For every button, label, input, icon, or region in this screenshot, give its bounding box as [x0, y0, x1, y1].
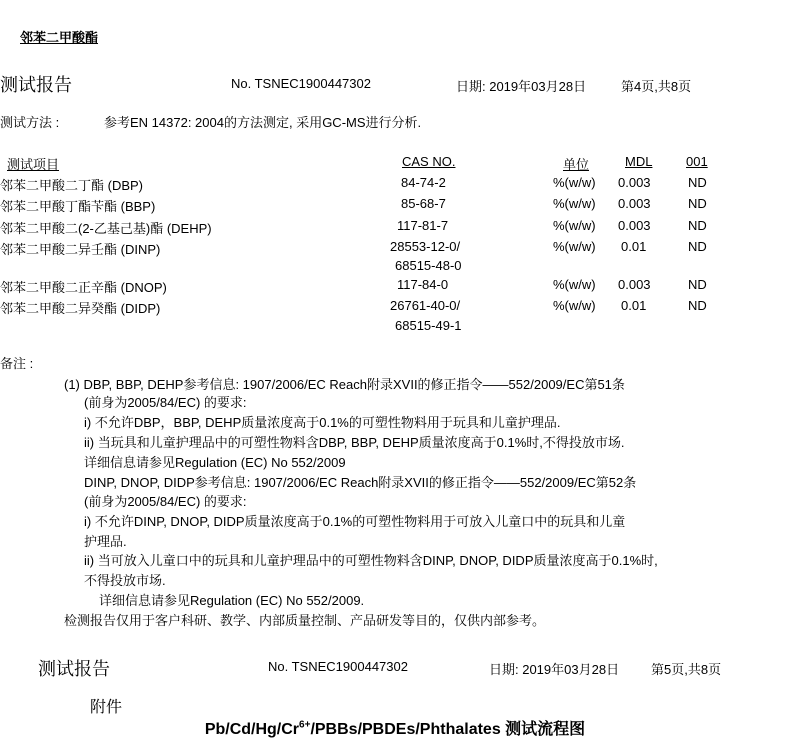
cell-item: 邻苯二甲酸二(2-乙基己基)酯 (DEHP) — [0, 221, 212, 236]
cell-result: ND — [688, 175, 707, 190]
note-line: 详细信息请参见Regulation (EC) No 552/2009 — [84, 455, 346, 470]
cell-mdl: 0.01 — [621, 239, 647, 254]
header-mdl: MDL — [625, 154, 653, 169]
report-date: 日期: 2019年03月28日 — [456, 79, 587, 94]
cell-cas: 84-74-2 — [401, 175, 446, 190]
note-line: 不得投放市场. — [84, 573, 166, 588]
cell-cas: 117-81-7 — [397, 218, 449, 233]
cell-item: 邻苯二甲酸二正辛酯 (DNOP) — [0, 280, 167, 295]
cell-unit: %(w/w) — [553, 298, 596, 313]
cell-item: 邻苯二甲酸丁酯苄酯 (BBP) — [0, 199, 156, 214]
flow-title-superscript: 6+ — [299, 719, 311, 731]
header-cas: CAS NO. — [402, 154, 456, 169]
method-label: 测试方法 : — [0, 115, 60, 130]
cell-unit: %(w/w) — [553, 218, 596, 233]
cell-mdl: 0.003 — [618, 218, 651, 233]
cell-mdl: 0.003 — [618, 175, 651, 190]
cell-cas-line2: 68515-49-1 — [395, 318, 462, 333]
page-indicator: 第5页,共8页 — [651, 662, 722, 677]
cell-result: ND — [688, 239, 707, 254]
header-unit: 单位 — [563, 157, 590, 172]
cell-result: ND — [688, 277, 707, 292]
note-line: 检测报告仅用于客户科研、教学、内部质量控制、产品研发等目的，仅供内部参考。 — [64, 613, 546, 628]
method-text: 参考EN 14372: 2004的方法测定, 采用GC-MS进行分析. — [104, 115, 422, 130]
note-line: ii) 当玩具和儿童护理品中的可塑性物料含DBP, BBP, DEHP质量浓度高于0.1%时,不得投放市场. — [84, 435, 625, 450]
cell-unit: %(w/w) — [553, 277, 596, 292]
note-line: 护理品. — [84, 534, 127, 549]
page-indicator: 第4页,共8页 — [621, 79, 692, 94]
cell-cas: 117-84-0 — [397, 277, 449, 292]
flow-title-text: Pb/Cd/Hg/Cr — [204, 721, 300, 738]
header-result: 001 — [686, 154, 708, 169]
header-item: 测试项目 — [7, 157, 60, 172]
note-line: i) 不允许DINP, DNOP, DIDP质量浓度高于0.1%的可塑性物料用于可放入儿童口中的玩具和儿童 — [84, 514, 626, 529]
report-title: 测试报告 — [0, 75, 72, 95]
cell-result: ND — [688, 196, 707, 211]
report-title: 测试报告 — [38, 659, 110, 679]
cell-item: 邻苯二甲酸二丁酯 (DBP) — [0, 178, 144, 193]
cell-mdl: 0.003 — [618, 196, 651, 211]
flow-title-text: /PBBs/PBDEs/Phthalates 测试流程图 — [310, 721, 586, 738]
note-line: (前身为2005/84/EC) 的要求: — [84, 494, 247, 509]
note-line: (前身为2005/84/EC) 的要求: — [84, 395, 247, 410]
report-number: No. TSNEC1900447302 — [268, 659, 408, 674]
notes-label: 备注 : — [0, 356, 34, 371]
note-line: (1) DBP, BBP, DEHP参考信息: 1907/2006/EC Reach附录XVII的修正指令——552/2009/EC第51条 — [64, 377, 625, 392]
cell-result: ND — [688, 218, 707, 233]
note-line: 详细信息请参见Regulation (EC) No 552/2009. — [99, 593, 365, 608]
attachment-label: 附件 — [90, 699, 123, 716]
cell-unit: %(w/w) — [553, 175, 596, 190]
note-line: DINP, DNOP, DIDP参考信息: 1907/2006/EC Reach附录XVII的修正指令——552/2009/EC第52条 — [84, 475, 637, 490]
cell-mdl: 0.01 — [621, 298, 647, 313]
note-line: ii) 当可放入儿童口中的玩具和儿童护理品中的可塑性物料含DINP, DNOP, DIDP质量浓度高于0.1%时, — [84, 553, 658, 568]
cell-cas: 26761-40-0/ — [390, 298, 461, 313]
cell-cas-line2: 68515-48-0 — [395, 258, 462, 273]
cell-cas: 85-68-7 — [401, 196, 446, 211]
cell-unit: %(w/w) — [553, 196, 596, 211]
cell-item: 邻苯二甲酸二异壬酯 (DINP) — [0, 242, 161, 257]
cell-mdl: 0.003 — [618, 277, 651, 292]
section-title: 邻苯二甲酸酯 — [20, 30, 99, 45]
cell-result: ND — [688, 298, 707, 313]
cell-cas: 28553-12-0/ — [390, 239, 461, 254]
cell-unit: %(w/w) — [553, 239, 596, 254]
cell-item: 邻苯二甲酸二异癸酯 (DIDP) — [0, 301, 161, 316]
report-number: No. TSNEC1900447302 — [231, 76, 371, 91]
report-date: 日期: 2019年03月28日 — [489, 662, 620, 677]
flow-chart-title — [0, 716, 790, 739]
note-line: i) 不允许DBP，BBP, DEHP质量浓度高于0.1%的可塑性物料用于玩具和儿童护理品. — [84, 415, 561, 430]
